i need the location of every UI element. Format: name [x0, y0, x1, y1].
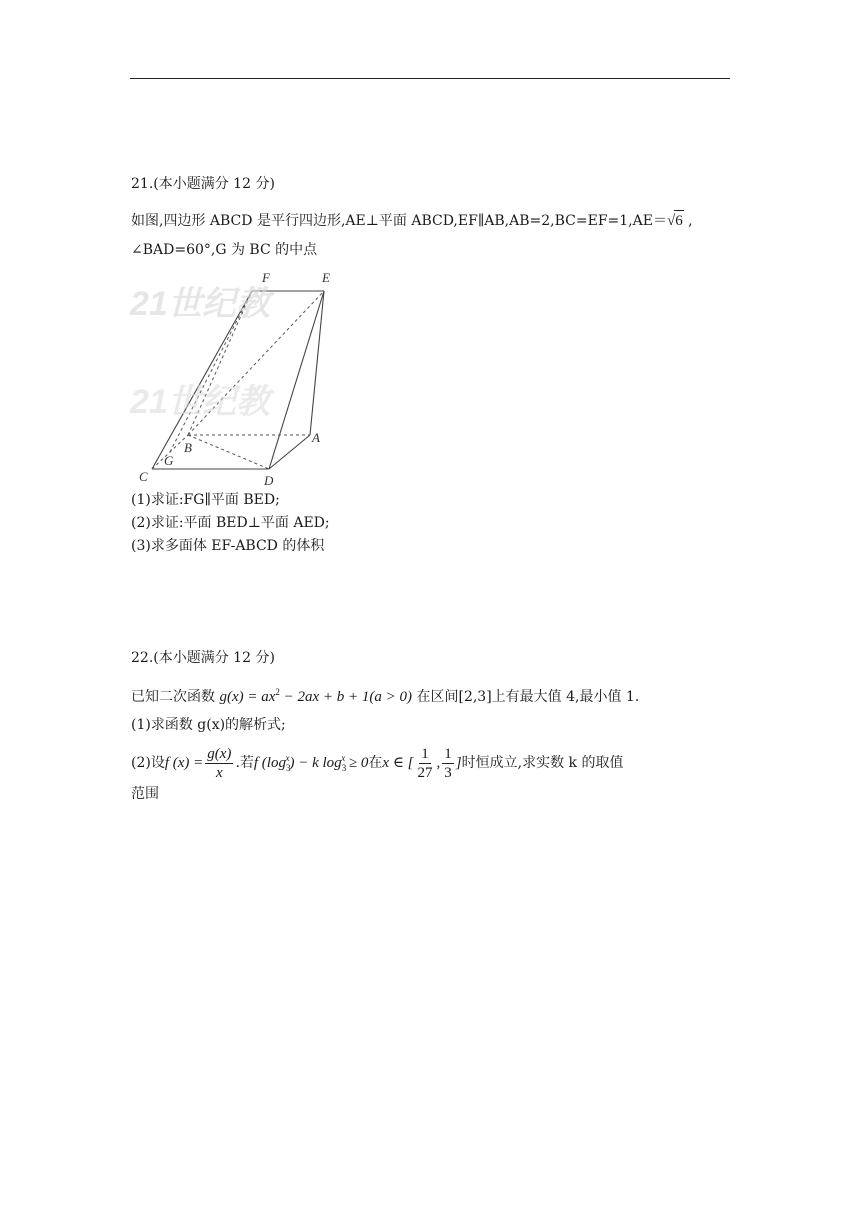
- part2-prefix: (2)设: [131, 755, 165, 771]
- q21-header: 21.(本小题满分 12 分): [131, 176, 275, 192]
- interval-close: ]: [455, 755, 462, 771]
- label-E: E: [322, 270, 330, 285]
- q21-part2: (2)求证:平面 BED⊥平面 AED;: [131, 515, 330, 531]
- q22-stem-prefix: 已知二次函数: [131, 689, 220, 705]
- q21-stem-line2: ∠BAD=60°,G 为 BC 的中点: [131, 242, 318, 258]
- g-formula-rhs: − 2ax + b + 1(a > 0): [279, 689, 413, 705]
- q22-stem-suffix: 在区间[2,3]上有最大值 4,最小值 1.: [412, 689, 640, 705]
- part2-mid2: 在: [368, 755, 383, 771]
- q21-part3: (3)求多面体 EF-ABCD 的体积: [131, 538, 325, 554]
- label-C: C: [139, 469, 148, 484]
- q21-stem-text: 如图,四边形 ABCD 是平行四边形,AE⊥平面 ABCD,EF∥AB,AB=2,BC=EF=1,AE＝: [131, 213, 667, 229]
- part2-mid1: .若: [235, 755, 254, 771]
- f-def-lhs: f (x) =: [164, 755, 204, 771]
- sqrt-six: √6: [667, 210, 684, 231]
- q21-stem-line1: [131, 210, 693, 231]
- q22-part1: (1)求函数 g(x)的解析式;: [131, 717, 286, 733]
- f-def-numerator: g(x): [207, 745, 232, 762]
- label-A: A: [312, 430, 320, 445]
- g-formula-exponent: 2: [275, 687, 280, 697]
- q22-stem: [131, 682, 639, 707]
- interval-frac-left: [416, 745, 435, 782]
- label-B: B: [184, 440, 192, 455]
- interval-comma: ,: [436, 755, 441, 771]
- q21-stem-comma: ,: [683, 213, 693, 229]
- q21-figure: [128, 262, 360, 494]
- label-G: G: [164, 453, 174, 468]
- frac2-numerator: 1: [444, 745, 452, 762]
- g-formula-lhs: g(x) = ax: [219, 689, 276, 705]
- ineq-part-c: ≥ 0: [345, 755, 369, 771]
- header-rule: [130, 78, 730, 79]
- log-sup-1: x: [285, 753, 290, 763]
- frac1-denominator: 27: [417, 764, 433, 781]
- label-D: D: [264, 473, 274, 488]
- edge-AD: [269, 435, 310, 469]
- log-sup-2: x: [341, 753, 346, 763]
- f-def-fraction: [205, 745, 233, 782]
- q22-part2: [131, 738, 623, 788]
- g-formula: [219, 689, 412, 705]
- edge-BD: [188, 435, 269, 469]
- log-base-2: 3: [341, 763, 347, 773]
- q22-header: 22.(本小题满分 12 分): [131, 650, 275, 666]
- log-base-1: 3: [285, 763, 291, 773]
- q22-part2-line2: 范围: [131, 786, 159, 802]
- part2-suffix: 时恒成立,求实数 k 的取值: [461, 755, 624, 771]
- sqrt-radicand: 6: [674, 210, 684, 231]
- frac1-numerator: 1: [421, 745, 429, 762]
- inequality: [254, 738, 369, 788]
- interval-open: x ∈ [: [382, 755, 414, 771]
- ineq-part-b: ) − k log: [289, 755, 342, 771]
- watermark-top: 21世纪教: [130, 285, 270, 323]
- frac2-denominator: 3: [444, 764, 452, 781]
- ineq-part-a: f (log: [253, 755, 286, 771]
- watermark-bottom: 21世纪教: [130, 383, 270, 421]
- q21-part1: (1)求证:FG∥平面 BED;: [131, 492, 280, 508]
- label-F: F: [262, 270, 270, 285]
- f-def-denominator: x: [216, 764, 223, 781]
- interval-frac-right: [442, 745, 454, 782]
